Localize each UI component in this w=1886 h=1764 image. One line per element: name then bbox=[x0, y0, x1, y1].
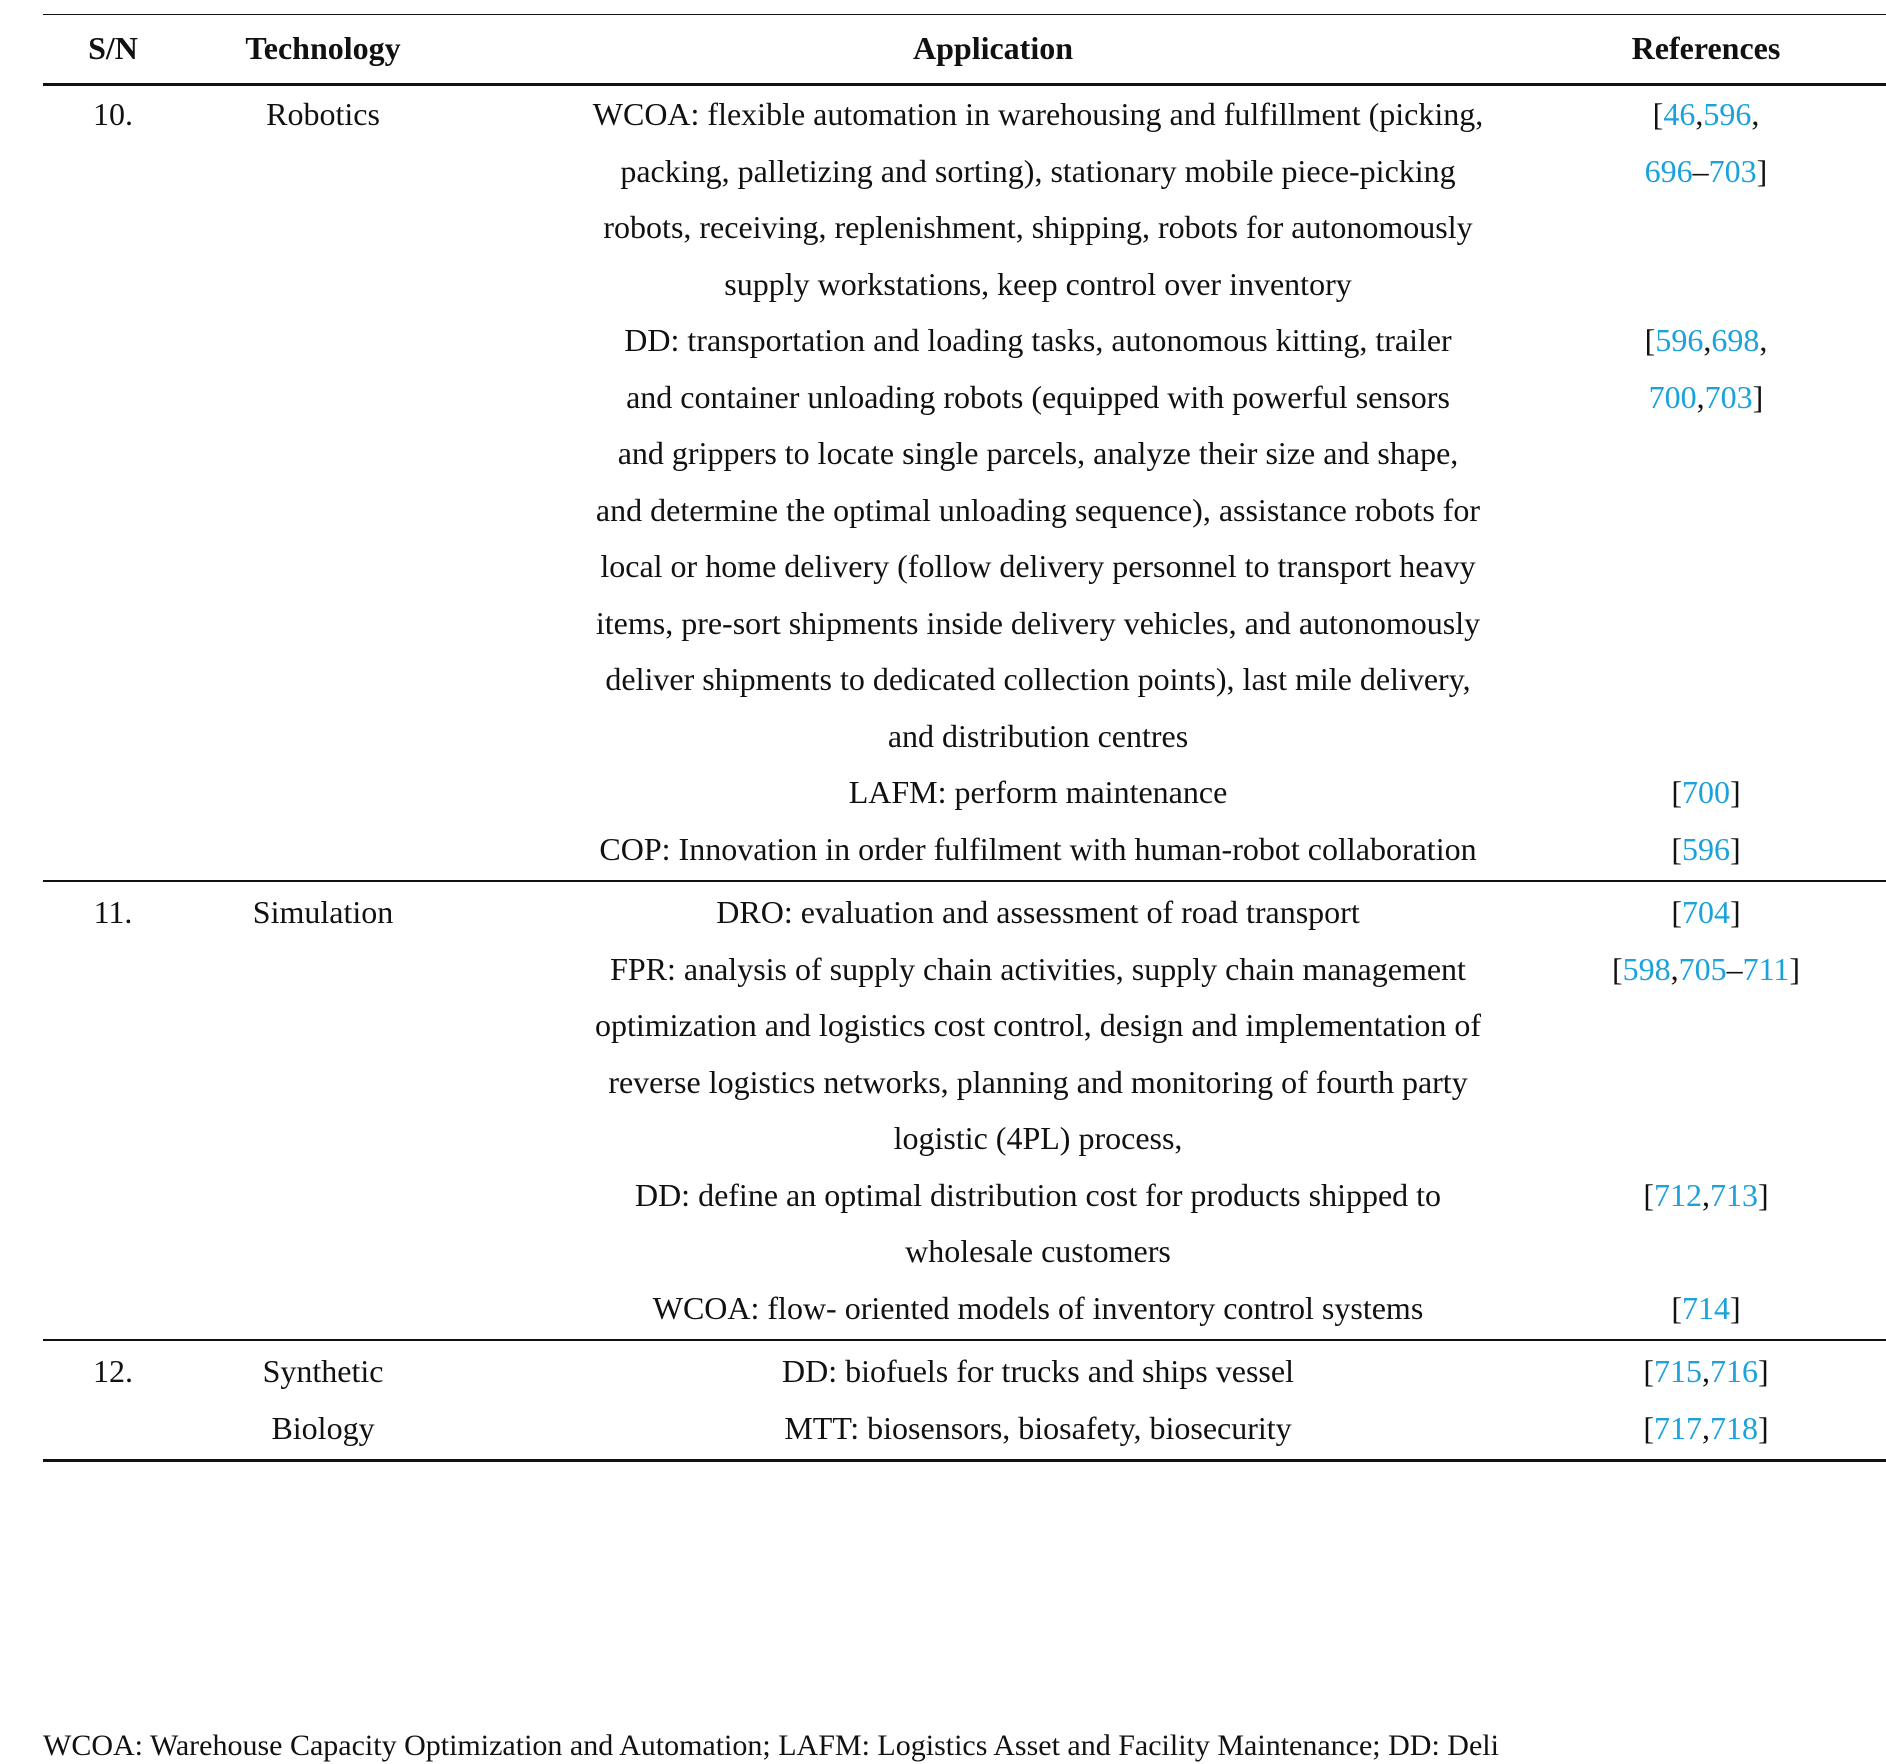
application-line: supply workstations, keep control over inventory bbox=[724, 265, 1352, 302]
reference-line bbox=[1598, 369, 1814, 426]
header-application: Application bbox=[912, 30, 1074, 66]
application-line: logistic (4PL) process, bbox=[893, 1120, 1183, 1156]
citation-punctuation: , bbox=[1751, 96, 1760, 132]
application-entry bbox=[463, 86, 1613, 312]
application-line: LAFM: perform maintenance bbox=[848, 774, 1228, 810]
row-sn: 11. bbox=[93, 894, 133, 930]
citation-punctuation: [ bbox=[1671, 774, 1682, 810]
citation-punctuation: [ bbox=[1644, 322, 1656, 358]
application-line: optimization and logistics cost control, design and implementation of bbox=[594, 1007, 1482, 1043]
application-entry bbox=[463, 764, 1613, 821]
row-technology bbox=[203, 884, 443, 941]
application-line: DD: define an optimal distribution cost for products shipped to bbox=[634, 1176, 1442, 1213]
application-line: robots, receiving, replenishment, shipping, robots for autonomously bbox=[603, 209, 1473, 245]
row-sn: 10. bbox=[93, 96, 133, 132]
header-sn: S/N bbox=[88, 30, 138, 66]
application-entry bbox=[463, 1280, 1613, 1337]
citation-punctuation: , bbox=[1703, 322, 1712, 358]
application-line: and distribution centres bbox=[887, 717, 1189, 754]
citation-link[interactable]: 703 bbox=[1708, 152, 1757, 189]
citation-link[interactable]: 705 bbox=[1678, 950, 1727, 987]
application-line: wholesale customers bbox=[905, 1233, 1171, 1269]
citation-punctuation: ] bbox=[1730, 894, 1741, 930]
citation-punctuation: ] bbox=[1752, 378, 1764, 415]
citation-punctuation: [ bbox=[1643, 1409, 1654, 1446]
citation-link[interactable]: 596 bbox=[1703, 96, 1752, 132]
citation-punctuation: ] bbox=[1730, 830, 1741, 867]
reference-line bbox=[1598, 86, 1814, 143]
citation-link[interactable]: 715 bbox=[1654, 1353, 1702, 1389]
application-entry bbox=[463, 941, 1613, 1167]
references-cell bbox=[1598, 1167, 1814, 1224]
application-line: DD: transportation and loading tasks, autonomous kitting, trailer bbox=[624, 322, 1452, 358]
citation-punctuation: ] bbox=[1730, 1289, 1741, 1326]
reference-line bbox=[1598, 941, 1814, 998]
references-cell bbox=[1598, 884, 1814, 941]
application-line: WCOA: flexible automation in warehousing and fulfillment (picking, bbox=[592, 96, 1484, 132]
technology-line: Synthetic bbox=[262, 1353, 384, 1389]
reference-line bbox=[1598, 1167, 1814, 1224]
row-divider bbox=[43, 880, 1886, 882]
row-technology bbox=[203, 86, 443, 143]
citation-link[interactable]: 596 bbox=[1655, 322, 1704, 358]
citation-punctuation: ] bbox=[1789, 950, 1801, 987]
citation-link[interactable]: 711 bbox=[1742, 950, 1790, 987]
application-line: packing, palletizing and sorting), stationary mobile piece-picking bbox=[620, 152, 1456, 189]
citation-link[interactable]: 46 bbox=[1663, 96, 1696, 132]
header-technology: Technology bbox=[245, 30, 401, 66]
citation-link[interactable]: 714 bbox=[1682, 1289, 1730, 1326]
citation-punctuation: , bbox=[1702, 1409, 1710, 1446]
header-references: References bbox=[1631, 30, 1781, 66]
citation-link[interactable]: 716 bbox=[1710, 1353, 1758, 1389]
citation-link[interactable]: 717 bbox=[1654, 1409, 1702, 1446]
citation-link[interactable]: 696 bbox=[1644, 152, 1693, 189]
citation-link[interactable]: 703 bbox=[1704, 378, 1753, 415]
citation-link[interactable]: 700 bbox=[1648, 378, 1697, 415]
row-divider bbox=[43, 1339, 1886, 1341]
references-cell bbox=[1598, 764, 1814, 821]
application-line: and container unloading robots (equipped with powerful sensors bbox=[626, 378, 1450, 415]
citation-punctuation: , bbox=[1759, 322, 1768, 358]
application-line: DRO: evaluation and assessment of road transport bbox=[716, 894, 1360, 930]
citation-punctuation: ] bbox=[1758, 1353, 1769, 1389]
citation-punctuation: [ bbox=[1671, 830, 1682, 867]
reference-line bbox=[1598, 312, 1814, 369]
references-cell bbox=[1598, 86, 1814, 199]
citation-punctuation: ] bbox=[1756, 152, 1768, 189]
reference-line bbox=[1598, 764, 1814, 821]
application-line: and grippers to locate single parcels, analyze their size and shape, bbox=[617, 435, 1459, 471]
application-line: local or home delivery (follow delivery personnel to transport heavy bbox=[600, 548, 1476, 584]
citation-punctuation: [ bbox=[1652, 96, 1664, 132]
reference-line bbox=[1598, 884, 1814, 941]
citation-punctuation: , bbox=[1702, 1353, 1710, 1389]
row-sn: 12. bbox=[93, 1353, 133, 1389]
citation-punctuation: , bbox=[1670, 950, 1679, 987]
citation-link[interactable]: 598 bbox=[1622, 950, 1671, 987]
reference-line bbox=[1598, 1343, 1814, 1400]
references-cell bbox=[1598, 1400, 1814, 1457]
references-cell bbox=[1598, 941, 1814, 998]
application-line: FPR: analysis of supply chain activities, supply chain management bbox=[610, 950, 1466, 987]
application-line: MTT: biosensors, biosafety, biosecurity bbox=[784, 1409, 1292, 1446]
technology-line: Biology bbox=[271, 1409, 375, 1446]
application-entry bbox=[463, 1400, 1613, 1457]
citation-punctuation: [ bbox=[1671, 894, 1682, 930]
citation-link[interactable]: 704 bbox=[1682, 894, 1730, 930]
citation-punctuation: – bbox=[1692, 152, 1709, 189]
application-line: deliver shipments to dedicated collection points), last mile delivery, bbox=[605, 661, 1471, 697]
reference-line bbox=[1598, 1400, 1814, 1457]
table-bottom-rule bbox=[43, 1459, 1886, 1462]
application-entry bbox=[463, 884, 1613, 941]
reference-line bbox=[1598, 821, 1814, 878]
citation-link[interactable]: 698 bbox=[1711, 322, 1760, 358]
citation-link[interactable]: 712 bbox=[1654, 1176, 1702, 1213]
citation-link[interactable]: 700 bbox=[1682, 774, 1730, 810]
citation-punctuation: ] bbox=[1758, 1176, 1769, 1213]
table-footnote: WCOA: Warehouse Capacity Optimization and Automation; LAFM: Logistics Asset and Facility Maintenance; DD: Deli bbox=[43, 1729, 1499, 1762]
application-entry bbox=[463, 821, 1613, 878]
application-line: and determine the optimal unloading sequence), assistance robots for bbox=[595, 491, 1481, 528]
references-cell bbox=[1598, 312, 1814, 425]
citation-punctuation: , bbox=[1695, 96, 1704, 132]
application-line: DD: biofuels for trucks and ships vessel bbox=[782, 1353, 1294, 1389]
application-entry bbox=[463, 1343, 1613, 1400]
citation-punctuation: , bbox=[1696, 378, 1705, 415]
technology-line: Robotics bbox=[266, 96, 380, 132]
citation-punctuation: ] bbox=[1730, 774, 1741, 810]
citation-link[interactable]: 718 bbox=[1710, 1409, 1758, 1446]
citation-link[interactable]: 596 bbox=[1682, 830, 1730, 867]
citation-punctuation: – bbox=[1726, 950, 1743, 987]
citation-punctuation: ] bbox=[1758, 1409, 1769, 1446]
application-line: items, pre-sort shipments inside delivery vehicles, and autonomously bbox=[595, 604, 1481, 641]
references-cell bbox=[1598, 821, 1814, 878]
citation-punctuation: , bbox=[1702, 1176, 1710, 1213]
reference-line bbox=[1598, 143, 1814, 200]
application-line: WCOA: flow- oriented models of inventory control systems bbox=[652, 1289, 1424, 1326]
reference-line bbox=[1598, 1280, 1814, 1337]
application-line: COP: Innovation in order fulfilment with human-robot collaboration bbox=[599, 830, 1477, 867]
references-cell bbox=[1598, 1280, 1814, 1337]
application-line: reverse logistics networks, planning and monitoring of fourth party bbox=[608, 1063, 1468, 1100]
technology-line: Simulation bbox=[252, 894, 394, 930]
citation-punctuation: [ bbox=[1643, 1353, 1654, 1389]
application-entry bbox=[463, 312, 1613, 764]
table-top-rule bbox=[43, 14, 1886, 15]
citation-punctuation: [ bbox=[1671, 1289, 1682, 1326]
citation-link[interactable]: 713 bbox=[1710, 1176, 1758, 1213]
references-cell bbox=[1598, 1343, 1814, 1400]
application-entry bbox=[463, 1167, 1613, 1280]
citation-punctuation: [ bbox=[1611, 950, 1623, 987]
citation-punctuation: [ bbox=[1643, 1176, 1654, 1213]
row-technology bbox=[203, 1343, 443, 1456]
